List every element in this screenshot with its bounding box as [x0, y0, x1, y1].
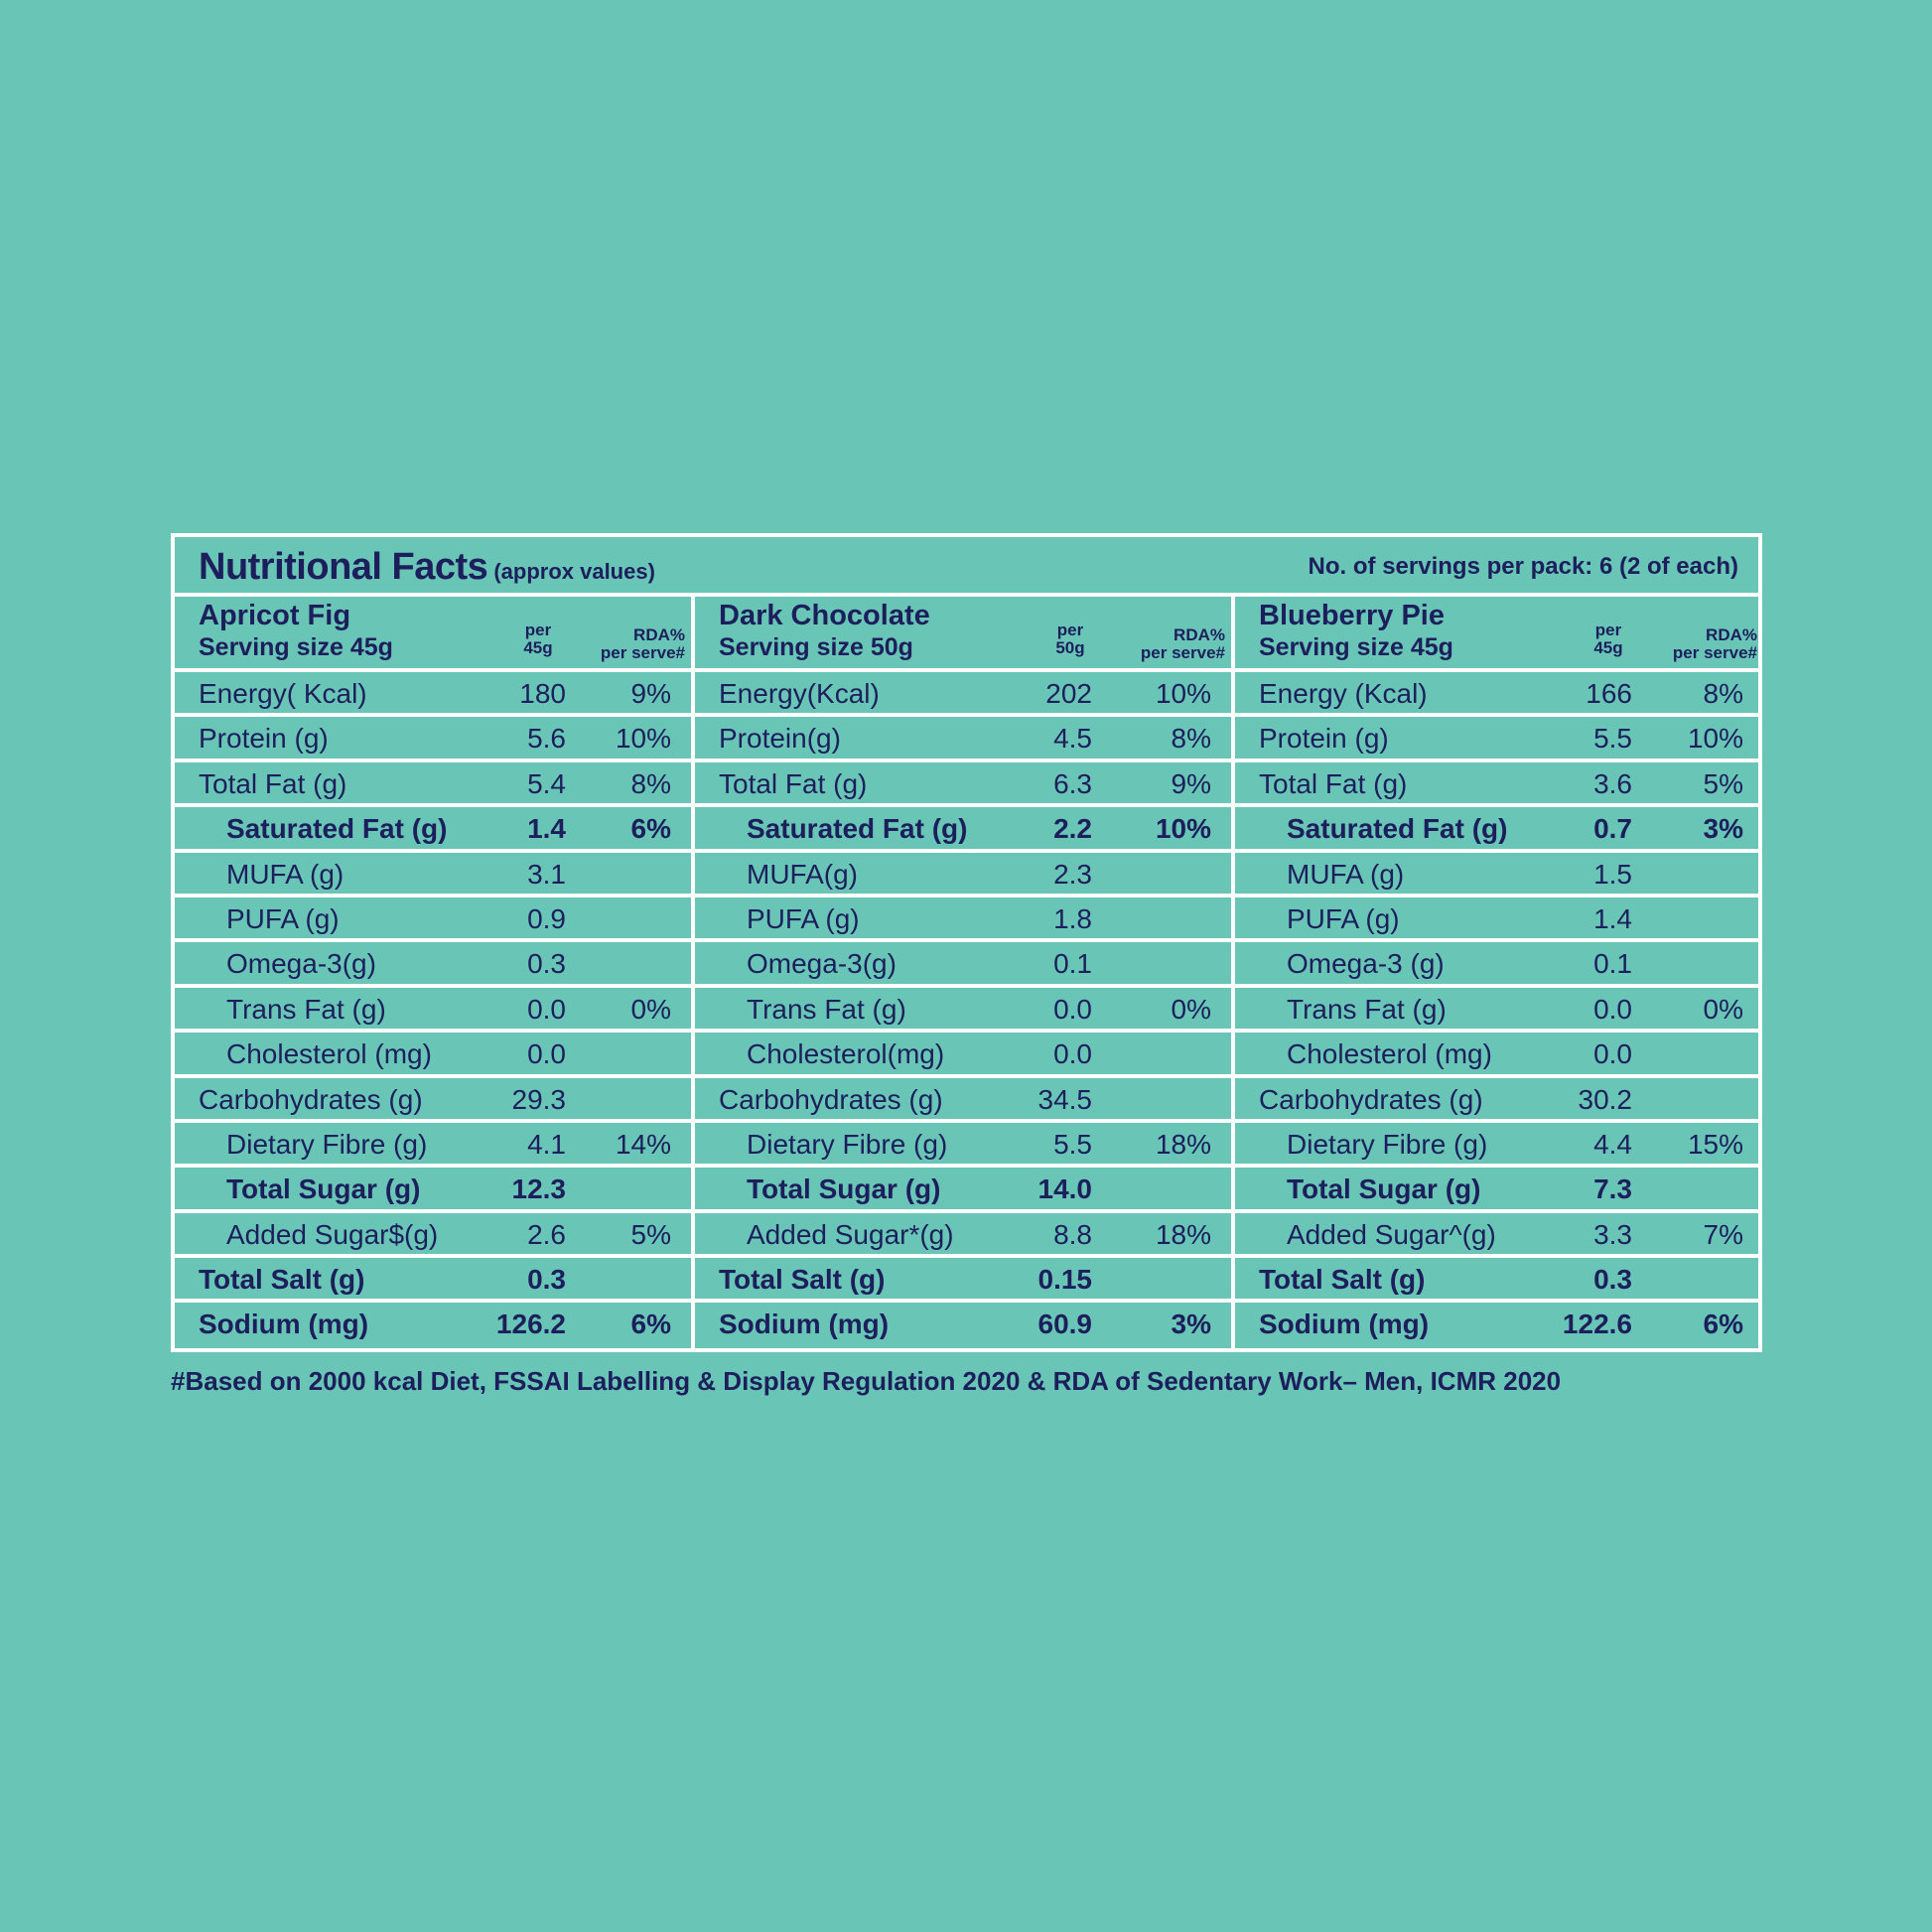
nutrient-label: Dietary Fibre (g): [226, 1128, 428, 1160]
nutrient-label: Added Sugar^(g): [1287, 1218, 1496, 1250]
table-row: [175, 759, 691, 803]
nutrient-label: Total Sugar (g): [747, 1173, 941, 1205]
nutrient-label: PUFA (g): [1287, 902, 1400, 934]
nutrient-value: 30.2: [1578, 1083, 1632, 1115]
nutrient-value: 8.8: [1053, 1218, 1092, 1250]
nutrient-rows: [695, 668, 1235, 1344]
nutrient-rda: 15%: [1687, 1128, 1743, 1160]
nutrient-label: Sodium (mg): [719, 1309, 890, 1340]
product-header: [695, 597, 1235, 668]
nutrient-label: Protein (g): [1259, 723, 1389, 755]
product-name: Blueberry Pie: [1259, 600, 1445, 631]
nutrient-label: Energy( Kcal): [199, 678, 367, 709]
nutrient-value: 1.8: [1053, 902, 1092, 934]
nutrient-label: Carbohydrates (g): [1259, 1083, 1483, 1115]
table-row: [695, 894, 1235, 938]
title-text: Nutritional Facts: [199, 546, 488, 588]
title-note: (approx values): [493, 559, 655, 584]
nutrient-rda: 18%: [1155, 1218, 1211, 1250]
nutrient-label: Sodium (mg): [1259, 1309, 1430, 1340]
table-row: [695, 938, 1235, 983]
nutrient-rows: [175, 668, 691, 1344]
nutrient-value: 5.4: [527, 767, 566, 799]
nutrient-value: 0.0: [1593, 1038, 1632, 1070]
nutrient-label: Trans Fat (g): [747, 993, 906, 1025]
table-row: [695, 803, 1235, 848]
nutrient-rda: 18%: [1155, 1128, 1211, 1160]
nutrient-value: 5.6: [527, 723, 566, 755]
nutrient-label: Trans Fat (g): [226, 993, 386, 1025]
nutrient-value: 0.3: [527, 948, 566, 980]
table-row: [175, 713, 691, 758]
table-row: [175, 803, 691, 848]
nutrient-rda: 8%: [1171, 723, 1211, 755]
nutrient-value: 126.2: [495, 1309, 566, 1340]
nutrient-value: 0.3: [527, 1264, 566, 1296]
table-row: [1235, 1299, 1762, 1343]
nutrient-value: 14.0: [1037, 1173, 1092, 1205]
product-name: Apricot Fig: [199, 600, 351, 631]
nutrient-value: 0.1: [1053, 948, 1092, 980]
nutrient-rda: 0%: [630, 993, 671, 1025]
table-row: [175, 1074, 691, 1119]
table-row: [1235, 1209, 1762, 1254]
nutrient-value: 60.9: [1037, 1309, 1092, 1340]
nutrient-label: Added Sugar$(g): [226, 1218, 439, 1250]
nutrient-label: Carbohydrates (g): [719, 1083, 943, 1115]
nutrient-value: 5.5: [1593, 723, 1632, 755]
nutrient-rda: 8%: [1703, 678, 1743, 709]
nutrient-value: 34.5: [1037, 1083, 1092, 1115]
nutrient-label: MUFA (g): [1287, 858, 1405, 890]
table-row: [1235, 849, 1762, 894]
nutrient-label: Dietary Fibre (g): [747, 1128, 948, 1160]
nutrient-label: Cholesterol (mg): [1287, 1038, 1492, 1070]
nutrient-rda: 5%: [630, 1218, 671, 1250]
page-title: [199, 546, 655, 589]
nutrition-facts-panel: [171, 533, 1762, 1352]
rda-header: RDA% per serve#: [1672, 625, 1757, 662]
nutrient-label: Sodium (mg): [199, 1309, 369, 1340]
table-row: [175, 1299, 691, 1343]
table-row: [695, 1074, 1235, 1119]
nutrient-label: Protein (g): [199, 723, 329, 755]
nutrient-label: PUFA (g): [747, 902, 860, 934]
table-row: [1235, 894, 1762, 938]
nutrient-label: Omega-3(g): [747, 948, 897, 980]
table-row: [175, 938, 691, 983]
nutrient-value: 1.4: [1593, 902, 1632, 934]
table-row: [175, 1119, 691, 1164]
per-quantity-header: per 45g: [1593, 621, 1623, 657]
nutrient-value: 0.0: [1593, 993, 1632, 1025]
nutrient-value: 0.0: [1053, 993, 1092, 1025]
table-row: [175, 984, 691, 1029]
nutrient-rda: 14%: [615, 1128, 671, 1160]
rda-header: RDA% per serve#: [600, 625, 685, 662]
product-column: [691, 597, 1235, 1352]
nutrient-value: 0.0: [1053, 1038, 1092, 1070]
table-row: [695, 1209, 1235, 1254]
nutrient-value: 0.0: [527, 1038, 566, 1070]
rda-header: RDA% per serve#: [1140, 625, 1225, 662]
nutrient-value: 0.0: [527, 993, 566, 1025]
product-name: Dark Chocolate: [719, 600, 930, 631]
table-row: [175, 1254, 691, 1299]
per-quantity-header: per 45g: [523, 621, 553, 657]
nutrient-label: PUFA (g): [226, 902, 340, 934]
nutrient-value: 4.1: [527, 1128, 566, 1160]
nutrient-rda: 10%: [1155, 678, 1211, 709]
footnote: #Based on 2000 kcal Diet, FSSAI Labelling & Display Regulation 2020 & RDA of Sedentary Work– Men, ICMR 2020: [171, 1366, 1562, 1396]
nutrient-rda: 0%: [1703, 993, 1743, 1025]
nutrient-label: Saturated Fat (g): [747, 813, 968, 845]
table-row: [695, 1299, 1235, 1343]
nutrient-label: Cholesterol (mg): [226, 1038, 432, 1070]
nutrient-label: Saturated Fat (g): [226, 813, 448, 845]
serving-size: Serving size 45g: [1259, 633, 1453, 661]
nutrient-value: 3.1: [527, 858, 566, 890]
title-row: [175, 537, 1758, 597]
nutrient-label: Total Salt (g): [719, 1264, 886, 1296]
servings-per-pack: No. of servings per pack: 6 (2 of each): [1308, 553, 1738, 580]
nutrient-label: Total Sugar (g): [226, 1173, 421, 1205]
table-row: [1235, 1029, 1762, 1073]
nutrient-value: 180: [519, 678, 566, 709]
nutrient-value: 12.3: [511, 1173, 566, 1205]
nutrient-value: 3.6: [1593, 767, 1632, 799]
nutrient-label: Total Fat (g): [1259, 767, 1408, 799]
nutrient-label: Saturated Fat (g): [1287, 813, 1508, 845]
nutrient-rda: 10%: [1687, 723, 1743, 755]
nutrient-value: 5.5: [1053, 1128, 1092, 1160]
nutrient-value: 29.3: [511, 1083, 566, 1115]
nutrient-value: 0.1: [1593, 948, 1632, 980]
nutrient-label: Dietary Fibre (g): [1287, 1128, 1488, 1160]
table-row: [1235, 938, 1762, 983]
table-row: [695, 984, 1235, 1029]
nutrient-label: Trans Fat (g): [1287, 993, 1447, 1025]
table-row: [175, 1029, 691, 1073]
nutrient-rda: 10%: [615, 723, 671, 755]
nutrient-label: MUFA(g): [747, 858, 858, 890]
nutrient-rda: 3%: [1171, 1309, 1211, 1340]
nutrient-label: Cholesterol(mg): [747, 1038, 945, 1070]
table-row: [695, 1029, 1235, 1073]
table-row: [1235, 1254, 1762, 1299]
table-row: [695, 849, 1235, 894]
nutrient-label: MUFA (g): [226, 858, 345, 890]
nutrient-rda: 0%: [1171, 993, 1211, 1025]
nutrient-label: Total Salt (g): [1259, 1264, 1426, 1296]
nutrient-label: Total Salt (g): [199, 1264, 365, 1296]
table-row: [695, 1254, 1235, 1299]
nutrient-value: 4.4: [1593, 1128, 1632, 1160]
nutrient-rda: 5%: [1703, 767, 1743, 799]
table-row: [1235, 984, 1762, 1029]
table-row: [695, 668, 1235, 713]
product-column: [175, 597, 691, 1352]
nutrient-label: Energy(Kcal): [719, 678, 880, 709]
nutrient-label: Energy (Kcal): [1259, 678, 1428, 709]
table-row: [695, 759, 1235, 803]
nutrient-label: Total Sugar (g): [1287, 1173, 1481, 1205]
table-row: [1235, 803, 1762, 848]
nutrient-rows: [1235, 668, 1762, 1344]
nutrient-value: 202: [1045, 678, 1092, 709]
nutrient-value: 0.3: [1593, 1264, 1632, 1296]
nutrient-label: Protein(g): [719, 723, 841, 755]
nutrient-value: 166: [1586, 678, 1632, 709]
serving-size: Serving size 50g: [719, 633, 913, 661]
nutrient-value: 1.5: [1593, 858, 1632, 890]
nutrient-value: 3.3: [1593, 1218, 1632, 1250]
nutrient-rda: 6%: [630, 813, 671, 845]
nutrient-value: 122.6: [1562, 1309, 1632, 1340]
nutrient-value: 2.6: [527, 1218, 566, 1250]
table-row: [175, 849, 691, 894]
nutrient-rda: 7%: [1703, 1218, 1743, 1250]
table-row: [1235, 713, 1762, 758]
table-row: [175, 668, 691, 713]
table-row: [175, 1164, 691, 1208]
table-row: [175, 894, 691, 938]
table-row: [695, 1164, 1235, 1208]
nutrient-value: 0.7: [1593, 813, 1632, 845]
product-column: [1231, 597, 1762, 1352]
nutrient-value: 0.9: [527, 902, 566, 934]
nutrient-value: 1.4: [527, 813, 566, 845]
nutrient-value: 2.2: [1053, 813, 1092, 845]
table-row: [1235, 1164, 1762, 1208]
table-row: [695, 1119, 1235, 1164]
table-row: [1235, 1074, 1762, 1119]
nutrient-rda: 10%: [1155, 813, 1211, 845]
nutrient-label: Total Fat (g): [719, 767, 868, 799]
table-row: [175, 1209, 691, 1254]
product-header: [175, 597, 691, 668]
nutrient-rda: 9%: [1171, 767, 1211, 799]
table-row: [1235, 668, 1762, 713]
nutrient-label: Carbohydrates (g): [199, 1083, 423, 1115]
nutrient-value: 7.3: [1593, 1173, 1632, 1205]
table-row: [695, 713, 1235, 758]
nutrient-rda: 9%: [630, 678, 671, 709]
nutrient-label: Omega-3 (g): [1287, 948, 1445, 980]
nutrient-label: Total Fat (g): [199, 767, 347, 799]
table-row: [1235, 1119, 1762, 1164]
per-quantity-header: per 50g: [1055, 621, 1085, 657]
nutrient-rda: 6%: [1703, 1309, 1743, 1340]
nutrient-label: Omega-3(g): [226, 948, 376, 980]
nutrient-label: Added Sugar*(g): [747, 1218, 954, 1250]
product-header: [1235, 597, 1762, 668]
serving-size: Serving size 45g: [199, 633, 393, 661]
nutrient-value: 6.3: [1053, 767, 1092, 799]
nutrient-rda: 6%: [630, 1309, 671, 1340]
nutrient-rda: 8%: [630, 767, 671, 799]
table-row: [1235, 759, 1762, 803]
nutrient-value: 4.5: [1053, 723, 1092, 755]
nutrient-rda: 3%: [1703, 813, 1743, 845]
nutrient-value: 0.15: [1037, 1264, 1092, 1296]
nutrient-value: 2.3: [1053, 858, 1092, 890]
